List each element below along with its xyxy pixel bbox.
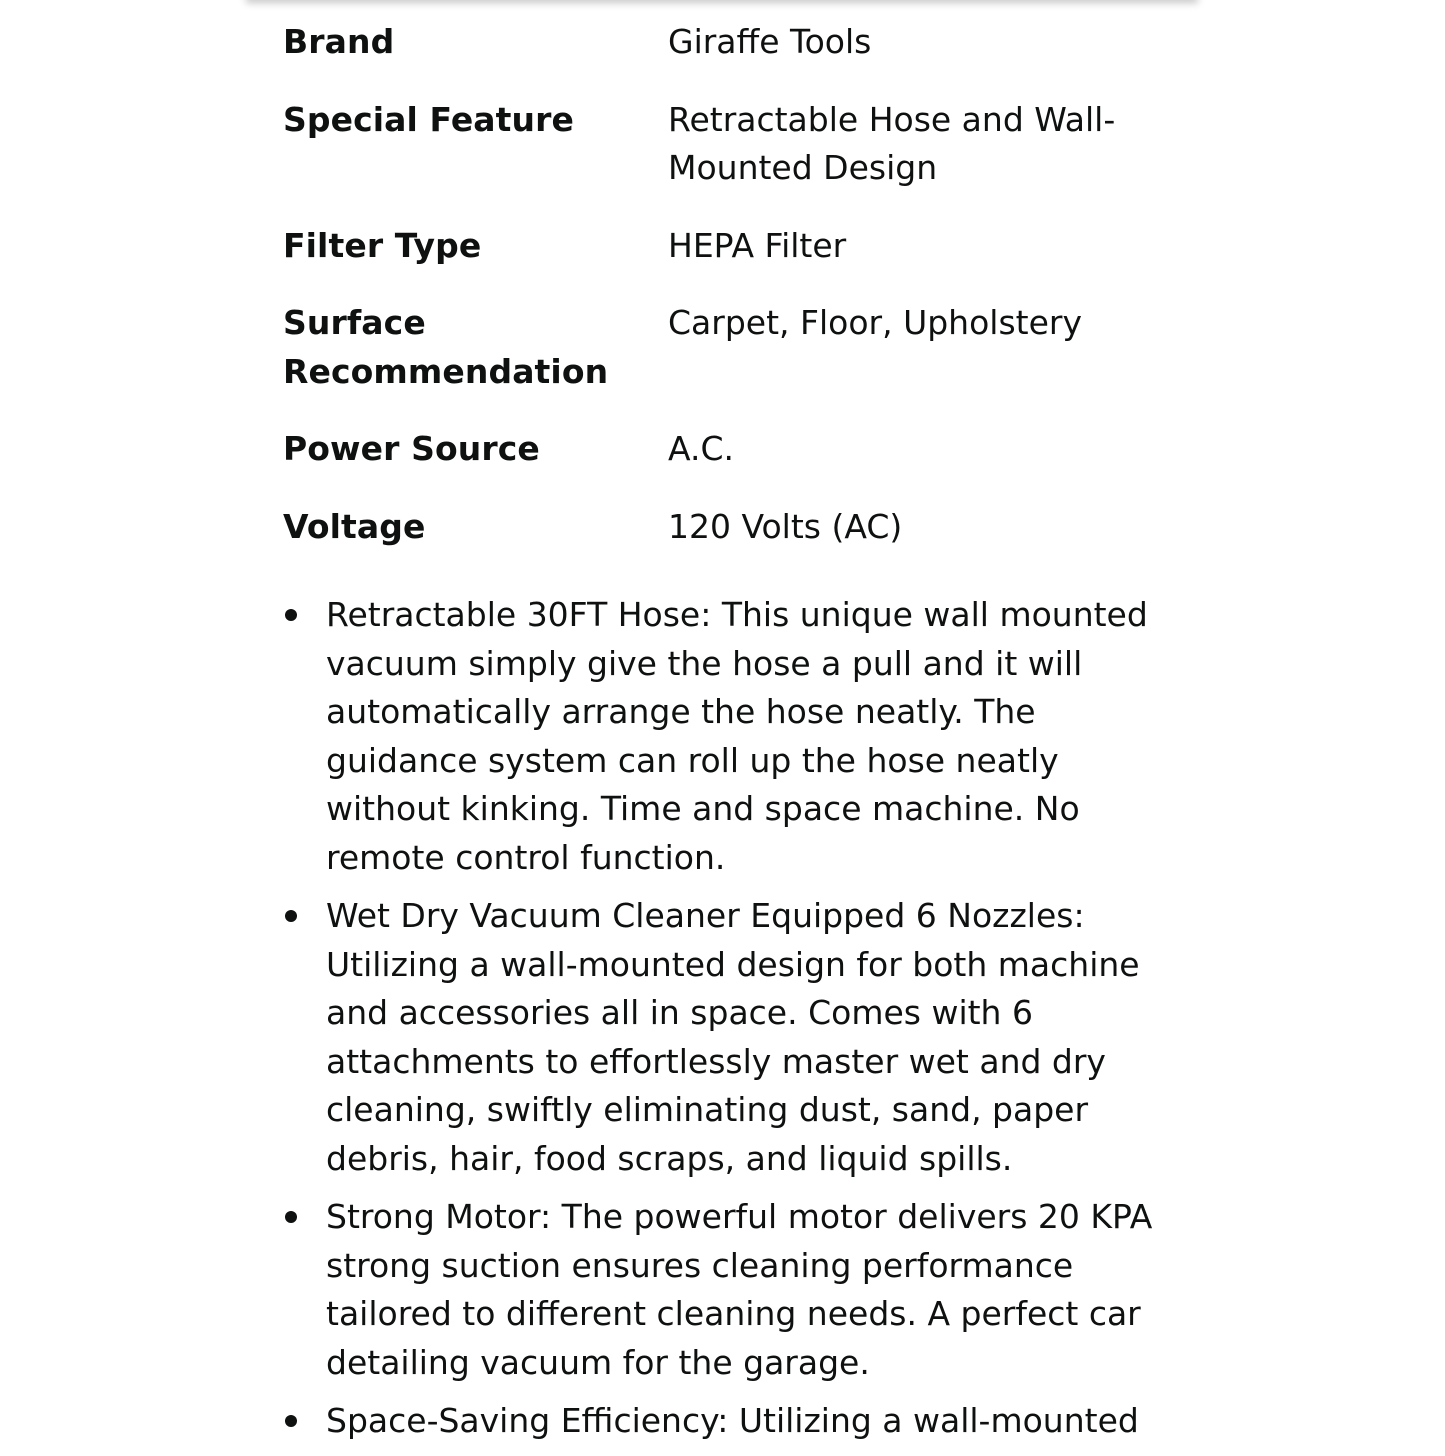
spec-label: Surface Recommendation — [283, 303, 609, 391]
feature-bullet-text: Space-Saving Efficiency: Utilizing a wall-mounted — [326, 1401, 1139, 1440]
bullet-dot-icon — [285, 1415, 297, 1427]
spec-label: Power Source — [283, 429, 540, 468]
spec-value: Carpet, Floor, Upholstery — [668, 303, 1082, 342]
spec-row-power-source — [283, 425, 1163, 474]
spec-label: Filter Type — [283, 225, 482, 265]
feature-bullet — [283, 1397, 1173, 1446]
spec-row-brand — [283, 18, 1163, 67]
feature-bullet-text: Strong Motor: The powerful motor delivers 20 KPA strong suction ensures cleaning performance tailored to different cleaning needs. A perfect car detailing vacuum for the garage. — [326, 1197, 1153, 1382]
product-specs-table — [283, 18, 1163, 580]
spec-label: Brand — [283, 22, 395, 61]
spec-row-surface-recommendation — [283, 299, 1163, 396]
spec-value: Giraffe Tools — [668, 22, 872, 61]
spec-row-filter-type — [283, 222, 1163, 271]
spec-label: Voltage — [283, 506, 426, 546]
bullet-dot-icon — [285, 1211, 297, 1223]
feature-bullet-text: Wet Dry Vacuum Cleaner Equipped 6 Nozzles: Utilizing a wall-mounted design for both machine and accessories all in space. Comes with 6 attachments to effortlessly master wet and dry cleaning, swiftly eliminating dust, sand, paper debris, hair, food scraps, and liquid spills. — [326, 896, 1140, 1178]
feature-bullet — [283, 591, 1173, 882]
feature-bullet-text: Retractable 30FT Hose: This unique wall mounted vacuum simply give the hose a pull and it will automatically arrange the hose neatly. The guidance system can roll up the hose neatly without kinking. Time and space machine. No remote control function. — [326, 595, 1148, 877]
spec-row-voltage — [283, 503, 1163, 552]
bullet-dot-icon — [285, 910, 297, 922]
feature-bullet — [283, 892, 1173, 1183]
spec-value: Retractable Hose and Wall-Mounted Design — [668, 99, 1116, 187]
feature-bullet-list — [283, 591, 1173, 1456]
bullet-dot-icon — [285, 609, 297, 621]
spec-value: 120 Volts (AC) — [668, 506, 903, 546]
spec-value: A.C. — [668, 429, 735, 468]
feature-bullet — [283, 1193, 1173, 1387]
spec-value: HEPA Filter — [668, 225, 847, 265]
spec-row-special-feature — [283, 96, 1163, 193]
spec-label: Special Feature — [283, 99, 574, 139]
